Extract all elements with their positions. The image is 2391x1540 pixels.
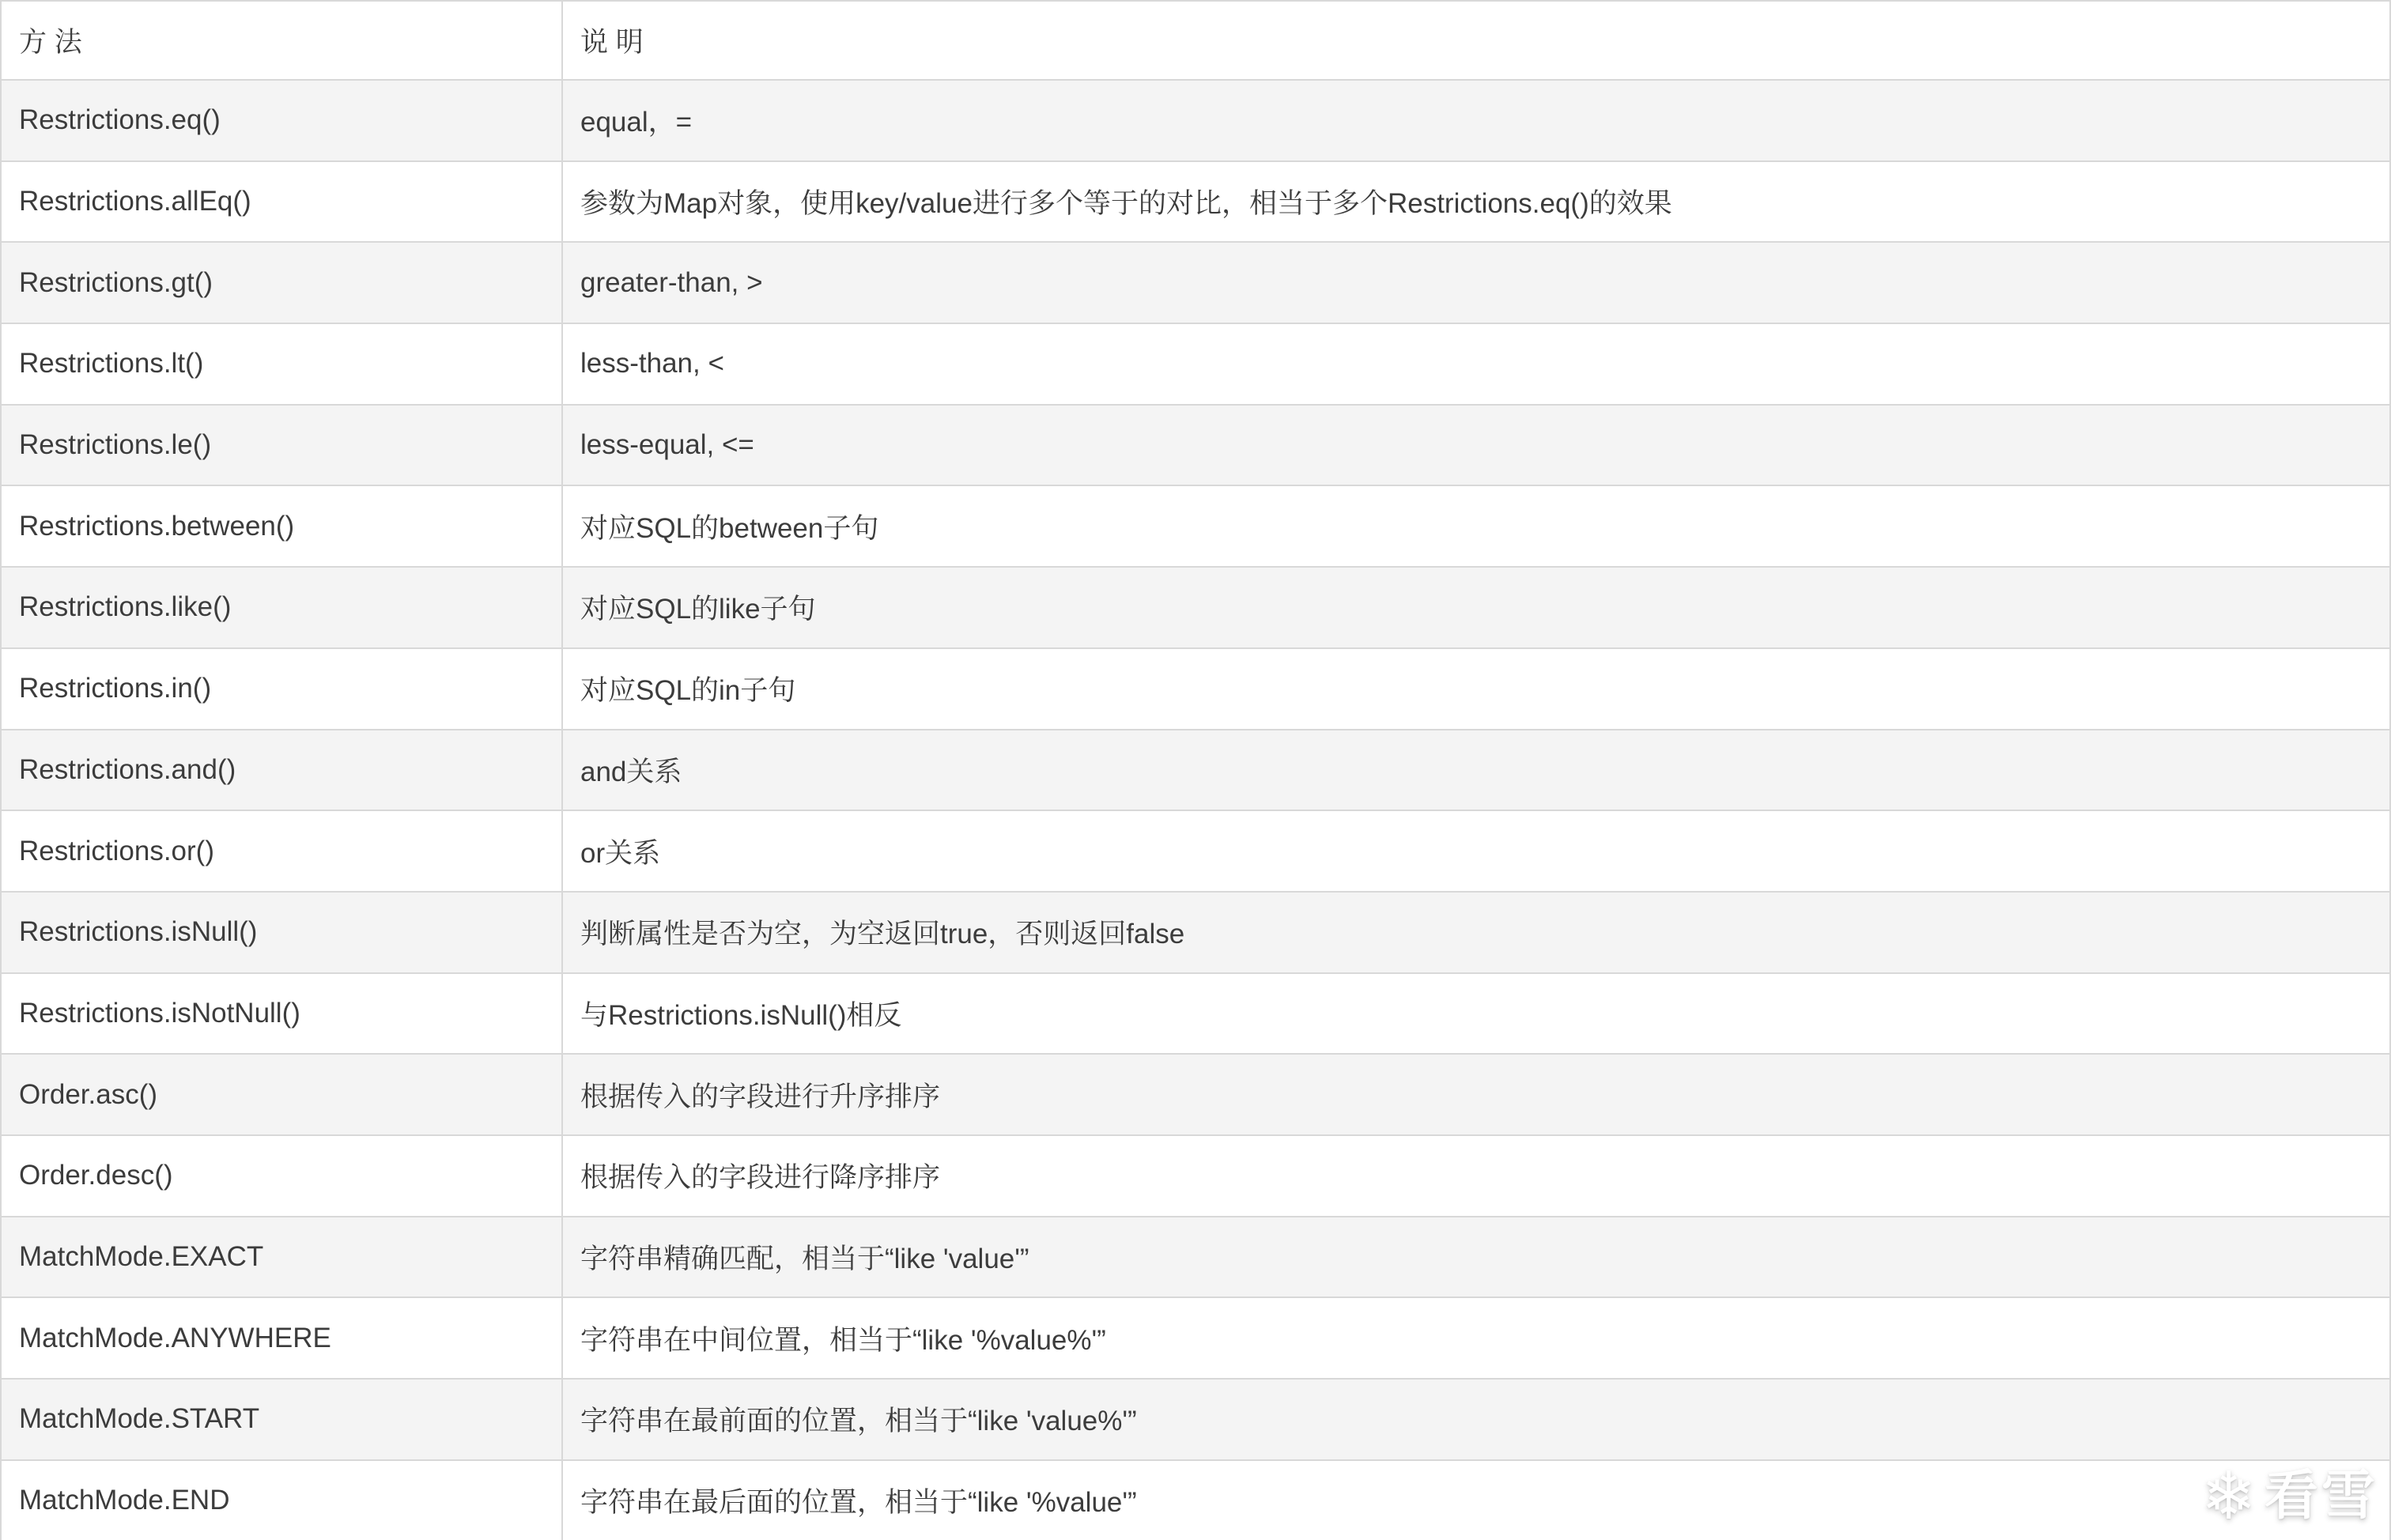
table-row xyxy=(1,1297,2390,1379)
description-cell: 对应SQL的in子句 xyxy=(562,648,2390,730)
table-body xyxy=(1,80,2390,1540)
table-row xyxy=(1,892,2390,973)
table-row xyxy=(1,1379,2390,1460)
table-row xyxy=(1,405,2390,486)
table-row xyxy=(1,730,2390,811)
method-cell: Restrictions.or() xyxy=(1,810,562,892)
method-cell: Restrictions.in() xyxy=(1,648,562,730)
description-cell: 字符串在最前面的位置，相当于“like 'value%'” xyxy=(562,1379,2390,1460)
table-row xyxy=(1,1135,2390,1217)
snowflake-icon: ❄ xyxy=(2200,1457,2257,1534)
description-cell: equal，= xyxy=(562,80,2390,161)
table-row xyxy=(1,323,2390,405)
description-cell: 字符串精确匹配，相当于“like 'value'” xyxy=(562,1217,2390,1298)
table-row xyxy=(1,810,2390,892)
description-cell: 字符串在中间位置，相当于“like '%value%'” xyxy=(562,1297,2390,1379)
description-cell: 根据传入的字段进行降序排序 xyxy=(562,1135,2390,1217)
description-cell: 与Restrictions.isNull()相反 xyxy=(562,973,2390,1055)
method-cell: MatchMode.ANYWHERE xyxy=(1,1297,562,1379)
method-cell: Order.desc() xyxy=(1,1135,562,1217)
method-cell: Restrictions.isNull() xyxy=(1,892,562,973)
table-row xyxy=(1,1217,2390,1298)
method-cell: Restrictions.isNotNull() xyxy=(1,973,562,1055)
method-cell: MatchMode.EXACT xyxy=(1,1217,562,1298)
description-cell: 参数为Map对象，使用key/value进行多个等于的对比，相当于多个Restrictions.eq()的效果 xyxy=(562,161,2390,243)
table-row xyxy=(1,242,2390,323)
table-row xyxy=(1,973,2390,1055)
description-cell: 字符串在最后面的位置，相当于“like '%value'” xyxy=(562,1460,2390,1540)
description-cell: greater-than, > xyxy=(562,242,2390,323)
table-row xyxy=(1,485,2390,567)
table-row xyxy=(1,80,2390,161)
description-cell: 对应SQL的like子句 xyxy=(562,567,2390,648)
watermark-text: 看雪 xyxy=(2264,1466,2378,1526)
table-row xyxy=(1,648,2390,730)
method-cell: MatchMode.END xyxy=(1,1460,562,1540)
method-cell: Restrictions.le() xyxy=(1,405,562,486)
column-header-method: 方 法 xyxy=(1,1,562,80)
method-cell: Restrictions.lt() xyxy=(1,323,562,405)
method-cell: Order.asc() xyxy=(1,1054,562,1135)
description-cell: and关系 xyxy=(562,730,2390,811)
header-row xyxy=(1,1,2390,80)
description-cell: or关系 xyxy=(562,810,2390,892)
method-cell: Restrictions.and() xyxy=(1,730,562,811)
method-cell: Restrictions.gt() xyxy=(1,242,562,323)
description-cell: 判断属性是否为空，为空返回true，否则返回false xyxy=(562,892,2390,973)
table-header xyxy=(1,1,2390,80)
method-cell: Restrictions.eq() xyxy=(1,80,562,161)
description-cell: less-equal, <= xyxy=(562,405,2390,486)
method-cell: Restrictions.like() xyxy=(1,567,562,648)
description-cell: 根据传入的字段进行升序排序 xyxy=(562,1054,2390,1135)
description-cell: 对应SQL的between子句 xyxy=(562,485,2390,567)
method-cell: Restrictions.allEq() xyxy=(1,161,562,243)
column-header-description: 说 明 xyxy=(562,1,2390,80)
table-row xyxy=(1,1054,2390,1135)
method-cell: Restrictions.between() xyxy=(1,485,562,567)
table-row xyxy=(1,1460,2390,1540)
method-cell: MatchMode.START xyxy=(1,1379,562,1460)
table-row xyxy=(1,161,2390,243)
table-row xyxy=(1,567,2390,648)
description-cell: less-than, < xyxy=(562,323,2390,405)
